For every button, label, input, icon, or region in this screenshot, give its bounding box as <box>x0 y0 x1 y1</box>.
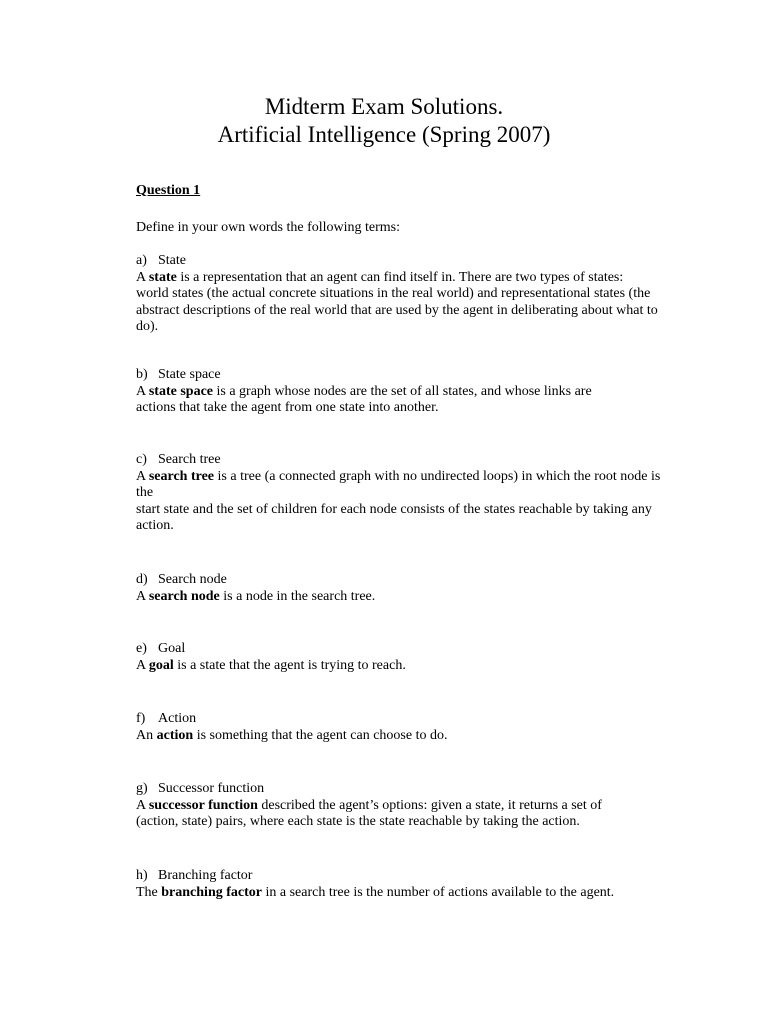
term-label <box>136 572 656 589</box>
term-letter: d) <box>136 572 148 587</box>
definition-line: actions that take the agent from one state into another. <box>136 400 439 416</box>
defined-term: branching factor <box>161 884 262 900</box>
term-name: Successor function <box>158 781 265 796</box>
term-definition <box>136 711 656 744</box>
definition-line: A search node is a node in the search tree. <box>136 588 376 604</box>
document-title: Midterm Exam Solutions. <box>264 94 504 119</box>
term-name: State space <box>158 367 221 382</box>
term-letter: b) <box>136 367 148 382</box>
definition-line: action. <box>136 518 174 534</box>
definition-line: A search tree is a tree (a connected graph with no undirected loops) in which the root node is <box>136 468 661 484</box>
definition-line: A state is a representation that an agent can find itself in. There are two types of states: <box>136 269 624 285</box>
definition-line: A successor function described the agent’s options: given a state, it returns a set of <box>136 797 602 813</box>
term-definition <box>136 572 656 605</box>
term-name: Branching factor <box>158 868 253 883</box>
term-label <box>136 641 656 658</box>
definition-line: abstract descriptions of the real world that are used by the agent in deliberating about what to <box>136 302 658 318</box>
term-letter: h) <box>136 868 148 883</box>
term-name: Search tree <box>158 452 221 467</box>
definition-line: (action, state) pairs, where each state is the state reachable by taking the action. <box>136 814 580 830</box>
defined-term: search tree <box>148 468 215 484</box>
definition-line: do). <box>136 319 159 335</box>
term-definition <box>136 367 656 417</box>
term-label <box>136 781 656 798</box>
defined-term: successor function <box>148 797 258 813</box>
question-intro: Define in your own words the following terms: <box>136 220 401 235</box>
term-name: State <box>158 253 186 268</box>
term-label <box>136 253 656 270</box>
definition-line: start state and the set of children for each node consists of the states reachable by taking any <box>136 501 652 517</box>
term-definition <box>136 641 656 674</box>
term-definition <box>136 868 656 901</box>
term-label <box>136 452 656 469</box>
term-letter: f) <box>136 711 146 726</box>
term-label <box>136 711 656 728</box>
term-name: Search node <box>158 572 227 587</box>
question-heading: Question 1 <box>136 183 201 198</box>
definition-line: An action is something that the agent can choose to do. <box>136 727 448 743</box>
term-definition <box>136 253 656 336</box>
term-name: Action <box>158 711 197 726</box>
defined-term: action <box>156 727 194 743</box>
term-letter: a) <box>136 253 147 268</box>
definition-line: The branching factor in a search tree is the number of actions available to the agent. <box>136 884 615 900</box>
definition-line: A state space is a graph whose nodes are the set of all states, and whose links are <box>136 383 592 399</box>
term-definition <box>136 781 656 831</box>
defined-term: goal <box>148 657 174 673</box>
term-name: Goal <box>158 641 186 656</box>
definition-line: the <box>136 485 154 501</box>
defined-term: state <box>148 269 177 285</box>
term-label <box>136 367 656 384</box>
definition-line: world states (the actual concrete situations in the real world) and representational states (the <box>136 286 651 302</box>
defined-term: search node <box>148 588 220 604</box>
definition-line: A goal is a state that the agent is trying to reach. <box>136 657 406 673</box>
defined-term: state space <box>148 383 213 399</box>
term-letter: c) <box>136 452 147 467</box>
document-subtitle: Artificial Intelligence (Spring 2007) <box>217 122 551 147</box>
term-letter: e) <box>136 641 147 656</box>
term-label <box>136 868 656 885</box>
term-letter: g) <box>136 781 148 796</box>
term-definition <box>136 452 661 535</box>
